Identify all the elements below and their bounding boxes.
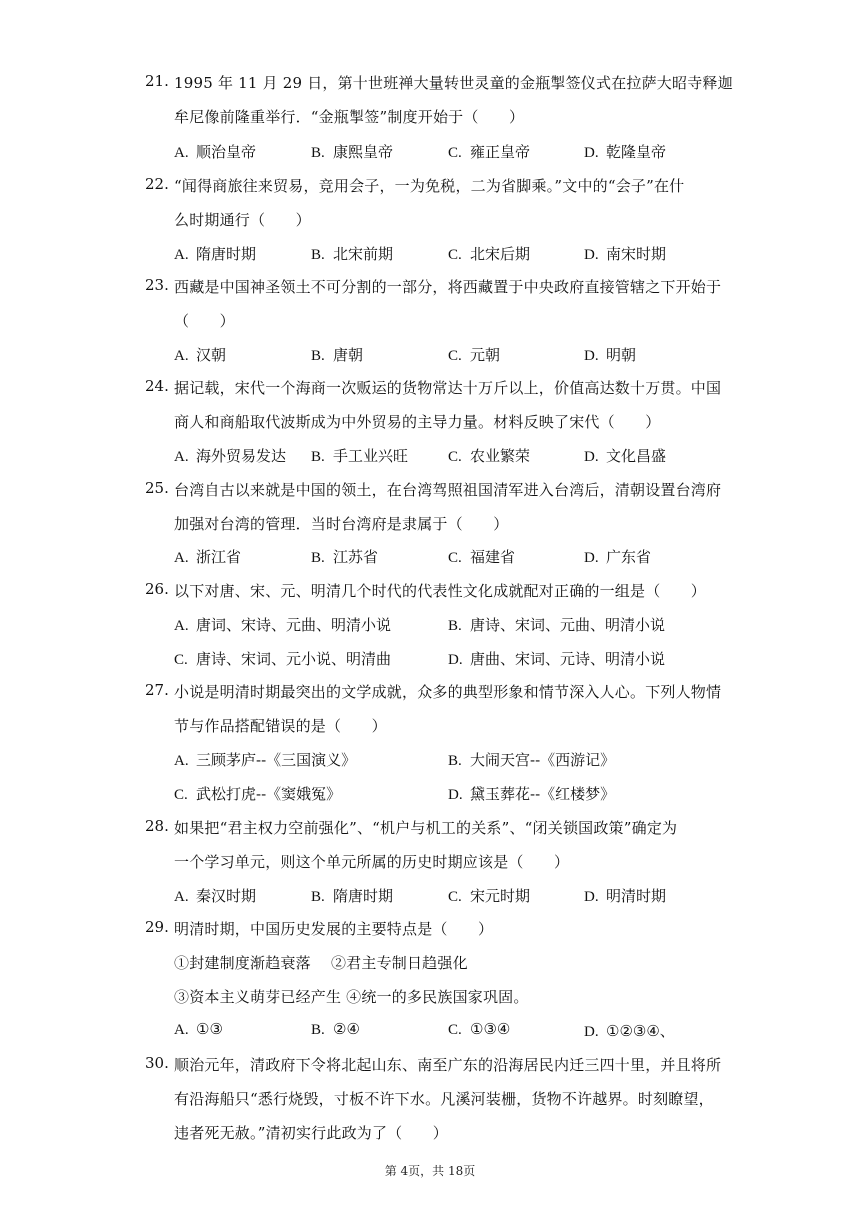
option-c: C. 宋元时期: [448, 887, 531, 905]
option-a: A. 浙江省: [174, 548, 242, 566]
question-text-line: 顺治元年，清政府下令将北起山东、南至广东的沿海居民内迁三四十里，并且将所: [174, 1056, 722, 1074]
option-b: B. ②④: [311, 1020, 360, 1038]
question-text-line: 以下对唐、宋、元、明清几个时代的代表性文化成就配对正确的一组是（ ）: [174, 582, 707, 600]
option-d: D. 黛玉葬花--《红楼梦》: [448, 785, 616, 803]
option-a: A. 隋唐时期: [174, 245, 257, 263]
question-number: 21.: [145, 72, 169, 90]
option-c: C. ①③④: [448, 1020, 511, 1038]
option-c: C. 武松打虎--《窦娥冤》: [174, 785, 342, 803]
page-footer: 第 4页，共 18页: [384, 1164, 476, 1178]
option-d: D. 南宋时期: [584, 245, 667, 263]
question-text-line: 有沿海船只“悉行烧毁，寸板不许下水。凡溪河装栅，货物不许越界。时刻瞭望，: [174, 1090, 714, 1108]
option-a: A. 三顾茅庐--《三国演义》: [174, 751, 357, 769]
question-number: 27.: [145, 681, 169, 699]
question-text-line: 台湾自古以来就是中国的领土，在台湾驾照祖国清军进入台湾后，清朝设置台湾府: [174, 481, 722, 499]
question-text-line: “闻得商旅往来贸易，竞用会子，一为免税，二为省脚乘。”文中的“会子”在什: [174, 177, 685, 195]
option-b: B. 隋唐时期: [311, 887, 394, 905]
question-text-line: 1995 年 11 月 29 日，第十世班禅大量转世灵童的金瓶掣签仪式在拉萨大昭寺释迦: [174, 74, 733, 92]
option-c: C. 雍正皇帝: [448, 143, 531, 161]
option-d: D. 唐曲、宋词、元诗、明清小说: [448, 650, 666, 668]
question-text-line: 牟尼像前隆重举行．“金瓶掣签”制度开始于（ ）: [174, 108, 525, 126]
question-number: 25.: [145, 479, 169, 497]
question-text-line: 小说是明清时期最突出的文学成就，众多的典型形象和情节深入人心。下列人物情: [174, 683, 722, 701]
question-text-line: 违者死无赦。”清初实行此政为了（ ）: [174, 1124, 448, 1142]
option-c: C. 元朝: [448, 346, 501, 364]
option-a: A. 唐词、宋诗、元曲、明清小说: [174, 616, 392, 634]
option-b: B. 江苏省: [311, 548, 379, 566]
option-b: B. 唐朝: [311, 346, 364, 364]
option-a: A. 汉朝: [174, 346, 227, 364]
option-a: A. ①③: [174, 1020, 223, 1038]
option-a: A. 顺治皇帝: [174, 143, 257, 161]
option-a: A. 秦汉时期: [174, 887, 257, 905]
question-number: 26.: [145, 580, 169, 598]
question-number: 29.: [145, 918, 169, 936]
option-d: D. ①②③④、: [584, 1022, 675, 1040]
question-text-line: ③资本主义萌芽已经产生 ④统一的多民族国家巩固。: [174, 988, 529, 1006]
option-d: D. 乾隆皇帝: [584, 143, 667, 161]
question-text-line: 一个学习单元，则这个单元所属的历史时期应该是（ ）: [174, 853, 570, 871]
question-text-line: 商人和商船取代波斯成为中外贸易的主导力量。材料反映了宋代（ ）: [174, 413, 661, 431]
option-d: D. 文化昌盛: [584, 447, 667, 465]
question-text-line: （ ）: [174, 312, 235, 330]
question-text-line: 节与作品搭配错误的是（ ）: [174, 717, 387, 735]
question-text-line: 如果把“君主权力空前强化”、“机户与机工的关系”、“闭关锁国政策”确定为: [174, 819, 678, 837]
question-text-line: 明清时期，中国历史发展的主要特点是（ ）: [174, 920, 494, 938]
option-c: C. 农业繁荣: [448, 447, 531, 465]
question-number: 23.: [145, 276, 169, 294]
option-c: C. 北宋后期: [448, 245, 531, 263]
question-text-line: 西藏是中国神圣领土不可分割的一部分，将西藏置于中央政府直接管辖之下开始于: [174, 278, 722, 296]
option-d: D. 明朝: [584, 346, 637, 364]
question-text-line: ①封建制度渐趋衰落 ②君主专制日趋强化: [174, 954, 468, 972]
question-text-line: 据记载，宋代一个海商一次贩运的货物常达十万斤以上，价值高达数十万贯。中国: [174, 379, 722, 397]
option-b: B. 唐诗、宋词、元曲、明清小说: [448, 616, 666, 634]
option-a: A. 海外贸易发达: [174, 447, 287, 465]
option-b: B. 北宋前期: [311, 245, 394, 263]
question-text-line: 加强对台湾的管理．当时台湾府是隶属于（ ）: [174, 515, 509, 533]
option-c: C. 福建省: [448, 548, 516, 566]
question-number: 30.: [145, 1054, 169, 1072]
question-text-line: 么时期通行（ ）: [174, 211, 311, 229]
option-d: D. 广东省: [584, 548, 652, 566]
option-b: B. 手工业兴旺: [311, 447, 409, 465]
question-number: 22.: [145, 175, 169, 193]
option-b: B. 康熙皇帝: [311, 143, 394, 161]
option-c: C. 唐诗、宋词、元小说、明清曲: [174, 650, 392, 668]
option-b: B. 大闹天宫--《西游记》: [448, 751, 616, 769]
question-number: 28.: [145, 817, 169, 835]
question-number: 24.: [145, 377, 169, 395]
option-d: D. 明清时期: [584, 887, 667, 905]
